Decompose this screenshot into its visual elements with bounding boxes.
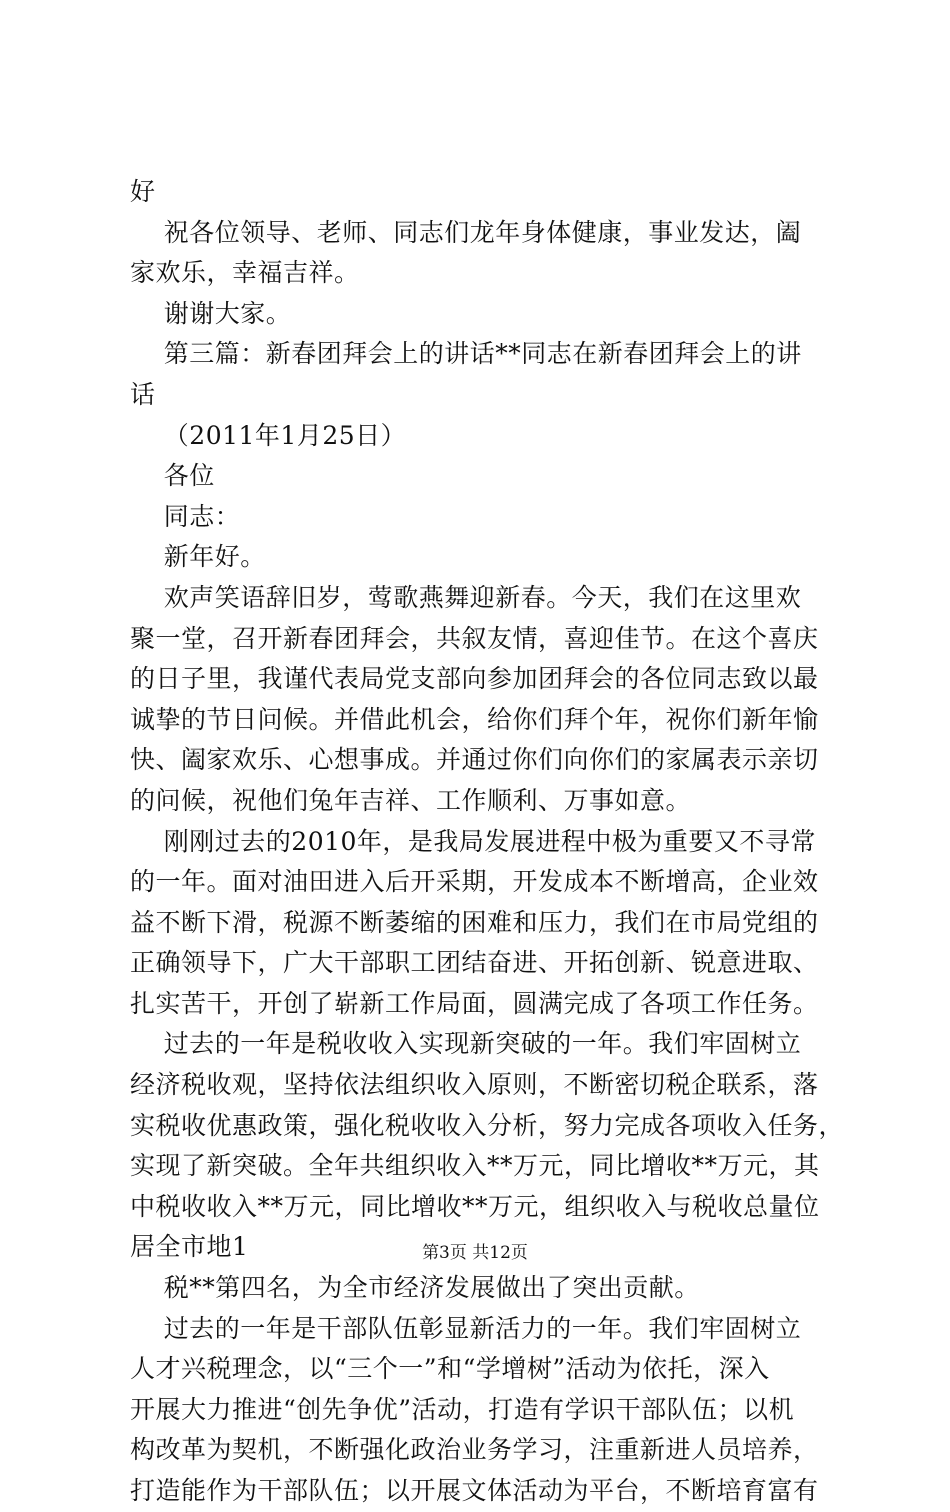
text-line: 的问候，祝他们兔年吉祥、工作顺利、万事如意。 — [130, 785, 692, 815]
text-line: 新年好。 — [130, 542, 266, 572]
text-line: 第三篇：新春团拜会上的讲话**同志在新春团拜会上的讲 — [130, 339, 802, 369]
text-line: 各位 — [130, 461, 215, 491]
document-body — [130, 172, 845, 1512]
text-line: 诚挚的节日问候。并借此机会，给你们拜个年，祝你们新年愉 — [130, 704, 819, 734]
page-footer: 第3页 共12页 — [422, 1243, 528, 1263]
text-line: 的日子里，我谨代表局党支部向参加团拜会的各位同志致以最 — [130, 664, 819, 694]
text-line: 好 — [130, 177, 156, 206]
text-line: 中税收收入**万元，同比增收**万元，组织收入与税收总量位 — [130, 1191, 820, 1221]
text-line: 益不断下滑，税源不断萎缩的困难和压力，我们在市局党组的 — [130, 907, 819, 937]
text-line: 经济税收观，坚持依法组织收入原则，不断密切税企联系，落 — [130, 1070, 819, 1100]
text-line: 刚刚过去的2010年，是我局发展进程中极为重要又不寻常 — [130, 826, 816, 856]
text-line: 人才兴税理念，以“三个一”和“学增树”活动为依托，深入 — [130, 1354, 770, 1384]
text-line: 家欢乐，幸福吉祥。 — [130, 258, 360, 288]
text-line: 实现了新突破。全年共组织收入**万元，同比增收**万元，其 — [130, 1151, 820, 1181]
text-line: 开展大力推进“创先争优”活动，打造有学识干部队伍；以机 — [130, 1394, 795, 1424]
text-line: 快、阖家欢乐、心想事成。并通过你们向你们的家属表示亲切 — [130, 745, 819, 775]
text-line: 聚一堂，召开新春团拜会，共叙友情，喜迎佳节。在这个喜庆 — [130, 623, 819, 653]
text-line: 打造能作为干部队伍；以开展文体活动为平台，不断培育富有 — [130, 1476, 819, 1505]
text-line: 过去的一年是税收收入实现新突破的一年。我们牢固树立 — [130, 1029, 802, 1059]
text-line: 同志： — [130, 501, 241, 531]
text-line: 谢谢大家。 — [130, 298, 292, 328]
text-line: 税**第四名，为全市经济发展做出了突出贡献。 — [130, 1273, 700, 1303]
text-line: 的一年。面对油田进入后开采期，开发成本不断增高，企业效 — [130, 867, 819, 897]
text-line: （2011年1月25日） — [130, 420, 407, 450]
text-line: 欢声笑语辞旧岁，莺歌燕舞迎新春。今天，我们在这里欢 — [130, 582, 802, 612]
text-line: 祝各位领导、老师、同志们龙年身体健康，事业发达，阖 — [130, 217, 802, 247]
text-line: 扎实苦干，开创了崭新工作局面，圆满完成了各项工作任务。 — [130, 988, 819, 1018]
text-line: 话 — [130, 379, 156, 409]
text-line: 实税收优惠政策，强化税收收入分析，努力完成各项收入任务， — [130, 1110, 845, 1140]
text-line: 正确领导下，广大干部职工团结奋进、开拓创新、锐意进取、 — [130, 948, 819, 978]
text-line: 居全市地1 — [130, 1232, 249, 1262]
text-line: 构改革为契机，不断强化政治业务学习，注重新进人员培养， — [130, 1435, 819, 1465]
text-line: 过去的一年是干部队伍彰显新活力的一年。我们牢固树立 — [130, 1313, 802, 1343]
